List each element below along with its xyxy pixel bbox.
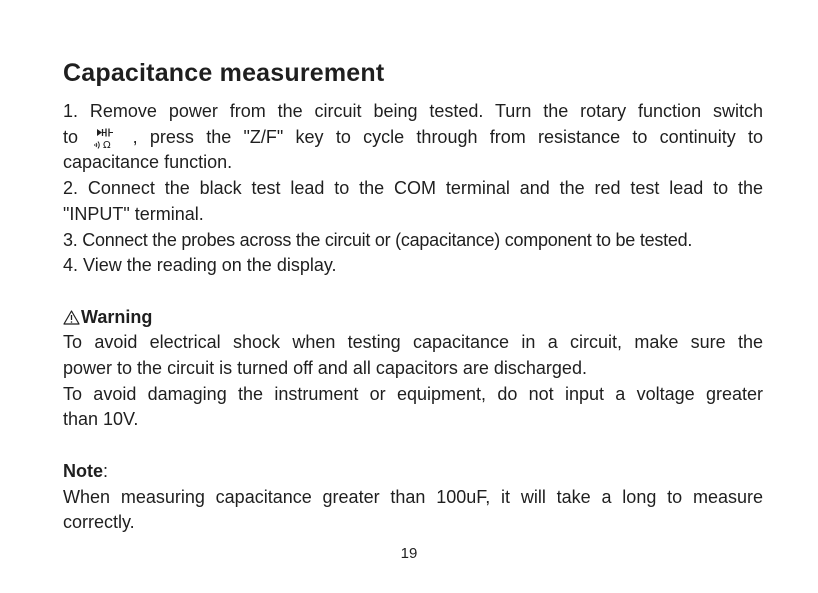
step-3-line-1: 3. Connect the probes across the circuit or (capacitance) component to be tested.	[63, 229, 693, 250]
note-line-2: correctly.	[63, 512, 135, 533]
warning-paragraph-2-line-2: than 10V.	[63, 409, 139, 430]
warning-paragraph-1-line-1: To avoid electrical shock when testing capacitance in a circuit, make sure the	[63, 332, 763, 353]
step-1-line-2-suffix: , press the "Z/F" key to cycle through from resistance to continuity to	[132, 126, 763, 147]
step-2-line-2: "INPUT" terminal.	[63, 203, 204, 224]
note-heading-colon: :	[103, 460, 109, 481]
diode-continuity-capacitance-ohm-icon	[94, 127, 116, 149]
step-1-line-1: 1. Remove power from the circuit being tested. Turn the rotary function switch	[63, 101, 763, 121]
warning-section	[63, 305, 763, 434]
step-2-line-1: 2. Connect the black test lead to the COM terminal and the red test lead to the	[63, 178, 763, 199]
spacer	[63, 433, 763, 459]
page-title: Capacitance measurement	[63, 59, 385, 87]
note-heading	[63, 459, 763, 485]
spacer	[63, 279, 763, 305]
warning-paragraph-2-line-1: To avoid damaging the instrument or equipment, do not input a voltage greater	[63, 383, 763, 404]
step-1-line-2	[63, 125, 763, 151]
svg-text:Ω: Ω	[103, 139, 111, 149]
manual-page	[63, 56, 763, 536]
page-number: 19	[400, 545, 418, 562]
note-heading-text: Note	[63, 460, 103, 481]
step-1-line-3: capacitance function.	[63, 152, 233, 173]
warning-paragraph-1-line-2: power to the circuit is turned off and all capacitors are discharged.	[63, 358, 587, 379]
note-line-1: When measuring capacitance greater than 100uF, it will take a long to measure	[63, 486, 763, 507]
note-section	[63, 459, 763, 536]
instruction-steps	[63, 99, 763, 279]
warning-heading-text: Warning	[81, 306, 153, 327]
step-1-line-2-prefix: to	[63, 126, 79, 147]
warning-heading	[63, 305, 763, 331]
step-4-line-1: 4. View the reading on the display.	[63, 255, 337, 276]
warning-triangle-icon	[63, 307, 80, 322]
